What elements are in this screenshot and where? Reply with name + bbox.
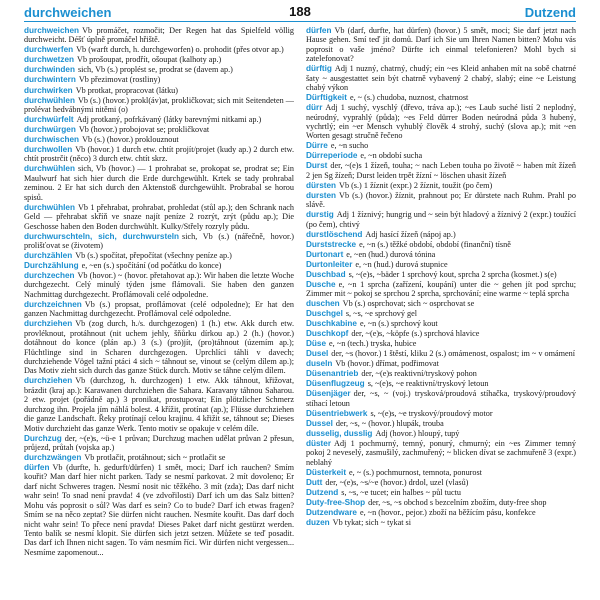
dictionary-entry	[306, 319, 576, 328]
entry-definition: Adj 1 pochmurný, temný, ponurý, chmurný; ein ~es Zimmer temný pokoj 2 neveselý, zasmušilý, zachmuřený; ~ blicken dívat se zachmuřeně 3 (expr.) neblahý	[306, 438, 576, 467]
entry-definition: Vb protkat, propracovat (látku)	[75, 85, 178, 95]
entry-headword: Dusel	[306, 349, 329, 359]
entry-definition: s, ~(e)s, ~e reaktivní/tryskový letoun	[367, 379, 489, 389]
entry-definition: e, ~ (s.) pochmurnost, temnota, ponurost	[349, 467, 482, 477]
dictionary-entry	[24, 271, 294, 299]
entry-definition: der, ~(e)s, ~s/~e (hovor.) drdol, uzel (vlasů)	[325, 477, 469, 487]
dictionary-entry	[24, 125, 294, 134]
dictionary-entry	[24, 145, 294, 164]
dictionary-entry	[306, 518, 576, 527]
dictionary-entry	[306, 230, 576, 239]
dictionary-entry	[306, 141, 576, 150]
dictionary-entry	[24, 434, 294, 453]
dictionary-entry	[24, 75, 294, 84]
dictionary-entry	[306, 309, 576, 318]
entry-headword: durchwühlen	[24, 95, 75, 105]
entry-headword: duschen	[306, 299, 340, 309]
entry-headword: durstig	[306, 210, 334, 220]
dictionary-entry	[306, 240, 576, 249]
entry-definition: Vb prošoupat, prodřít, ošoupat (kalhoty ap.)	[77, 55, 222, 65]
dictionary-entry	[24, 26, 294, 45]
dictionary-entry	[306, 64, 576, 92]
entry-definition: Vb (darf, durfte, hat dürfen) (hovor.) 5 smět, moci; Sie darf jetzt nach Hause gehen. Smí teď jít domů. Darf ich Sie um Ihren Namen bitten? Mohu vás poprosit o vaše jméno? Dürfte ich einmal telefonieren? Mohl bych si zatelefonovat?	[306, 26, 576, 64]
dictionary-entry	[306, 478, 576, 487]
entry-headword: durchwühlen	[24, 202, 75, 212]
dictionary-entry	[306, 270, 576, 279]
entry-headword: dürsten	[306, 180, 337, 190]
entry-definition: e, ~n sucho	[330, 141, 369, 151]
entry-definition: e, ~n 1 sprcha (zařízení, koupání) unter die ~ gehen jít pod sprchu; Zimmer mit ~ pokoj se sprchou 2 sprcha, sprchování; eine warme ~ teplá sprcha	[306, 279, 576, 299]
dictionary-entry	[306, 439, 576, 467]
entry-headword: Düsentriebwerk	[306, 408, 368, 418]
entry-headword: durchzechen	[24, 271, 75, 281]
entry-headword: duzen	[306, 517, 330, 527]
entry-definition: e, ~en (hud.) durová tónina	[346, 249, 436, 259]
dictionary-entry	[306, 299, 576, 308]
entry-headword: durchwirken	[24, 85, 73, 95]
entry-definition: sich, Vb (s.) proplést se, prodrat se (davem ap.)	[77, 65, 233, 75]
left-running-headword: durchweichen	[24, 5, 112, 20]
entry-headword: Durststrecke	[306, 239, 357, 249]
entry-headword: Duty-free-Shop	[306, 497, 366, 507]
entry-headword: Dutzend	[306, 487, 339, 497]
entry-headword: Durtonleiter	[306, 259, 353, 269]
entry-definition: e, ~n (tech.) tryska, hubice	[329, 339, 417, 349]
entry-definition: e, ~n (s.) těžké období, období (finanční) tísně	[359, 239, 511, 249]
entry-definition: Vb (s.) 1 žíznit (expr.) 2 žíznit, toužit (po čem)	[339, 180, 493, 190]
entry-definition: Vb (s.) (hovor.) prokl(áv)at, prokličkovat; sich mit Seitendeten — prolévat hedvábnými nitěmi (o)	[24, 95, 294, 114]
page-number: 188	[289, 4, 311, 19]
entry-headword: Dürre	[306, 141, 328, 151]
entry-headword: durchwerfen	[24, 45, 74, 55]
entry-headword: Düsenflugzeug	[306, 379, 365, 389]
dictionary-entry	[306, 468, 576, 477]
entry-definition: Adj hasící žízeň (nápoj ap.)	[365, 229, 456, 239]
entry-definition: der, ~s, ~ (hovor.) hlupák, trouba	[335, 418, 444, 428]
entry-definition: der, ~(e)s, ~ü-e 1 průvan; Durchzug machen udělat průvan 2 přesun, průjezd, průtah (vojska ap.)	[24, 433, 294, 453]
entry-headword: durchwühlen	[24, 164, 75, 174]
entry-headword: Duschbad	[306, 269, 346, 279]
entry-headword: Durchzählung	[24, 261, 79, 271]
entry-headword: durchziehen	[24, 376, 73, 386]
entry-headword: Düsterkeit	[306, 467, 347, 477]
entry-definition: Vb (hovor.) 1 durch etw. chtít projít/projet (kudy ap.) 2 durch etw. chtít prostrčit (něco) 3 durch etw. chtít skrz.	[24, 145, 294, 164]
entry-headword: durchwintern	[24, 75, 76, 85]
dictionary-entry	[24, 55, 294, 64]
dictionary-entry	[24, 115, 294, 124]
entry-headword: Düsenantrieb	[306, 369, 359, 379]
entry-definition: s, ~(e)s, ~bäder 1 sprchový kout, sprcha 2 sprcha (kosmet.) s(e)	[348, 269, 557, 279]
entry-definition: der, ~(e)s reaktivní/tryskový pohon	[361, 369, 477, 379]
entry-headword: Durst	[306, 161, 328, 171]
dictionary-entry	[306, 191, 576, 210]
dictionary-entry	[306, 250, 576, 259]
entry-definition: Vb (s.) (hovor.) žíznit, prahnout po; Er dürstete nach Ruhm. Prahl po slávě.	[306, 190, 576, 210]
dictionary-entry	[24, 463, 294, 557]
entry-headword: durchzeichnen	[24, 299, 82, 309]
left-column	[24, 26, 294, 592]
entry-definition: Vb (durchzog, h. durchzogen) 1 etw. Akk táhnout, křižovat, brázdit (kraj ap.): Karawanen durchziehen die Sahara. Karavany táhnou Saharou. 2 etw. projet (pořádně ap.) 3 pronikat, prostupovat; Ein plötzlicher Schmerz durchzog ihn. Projela jím náhlá bolest. 4 křížit, protínat (ap.); Flüsse durchziehen die ganze Landschaft. Řeky protínají celou krajinu. 4 křižit se, táhnout se; Dieses Motiv durchzieht das ganze Werk. Tento motiv se opakuje v celém díle.	[24, 376, 294, 433]
entry-headword: durchwischen	[24, 134, 80, 144]
entry-definition: sich, Vb (hovor.) — 1 prohrabat se, prokopat se, prodrat se; Ein Maulwurf hat sich hier durch die Erde durchgewühlt. Krtek se tady prohrabal zeminou. 2 Er hat sich durch den Aktenstoß durchgewühlt. Probrabal se horou spisů.	[24, 164, 294, 202]
entry-headword: dürfen	[24, 463, 50, 473]
dictionary-entry	[306, 280, 576, 299]
dictionary-entry	[306, 409, 576, 418]
entry-headword: Düse	[306, 339, 327, 349]
entry-definition: Vb (s.) propsat, proflámovat (celé odpoledne); Er hat den ganzen Nachmittag durchgezecht. Proflámoval celé odpoledne.	[24, 299, 294, 319]
dictionary-entry	[306, 349, 576, 358]
entry-headword: durstlöschend	[306, 229, 363, 239]
entry-definition: der, ~(e)s 1 žízeň, touha; ~ nach Leben touha po životě ~ haben mít žízeň 2 jen Sg žízeň; Durst leiden trpět žízní ~ löschen uhasit žízeň	[306, 161, 576, 180]
entry-definition: Vb (s.) (hovor.) proklouznout	[82, 134, 179, 144]
entry-headword: Dutzendware	[306, 507, 357, 517]
dictionary-entry	[306, 210, 576, 229]
dictionary-entry	[24, 319, 294, 376]
dictionary-entry	[306, 339, 576, 348]
entry-definition: sich, Vb (s.) (nářečně, hovor.) prolišťovat se (životem)	[24, 231, 294, 250]
entry-definition: Vb protlačit, protáhnout; sich ~ protlačit se	[84, 453, 226, 463]
entry-definition: s, ~s, ~e sprchový gel	[345, 309, 418, 319]
entry-headword: durchzwängen	[24, 453, 82, 463]
dictionary-entry	[306, 151, 576, 160]
entry-definition: Adj protkaný, pofrkávaný (látky barevnými nitkami ap.)	[76, 114, 262, 124]
entry-definition: Vb 1 přehrabat, prohrabat, prohledat (stůl ap.); den Schrank nach Geld — přehrabat skříň ve snaze najít peníze 2 rozrýt, zrýt (půdu ap.); Die Geschosse haben den Boden durchwühlt. Kulky/Střely rozryly půdu.	[24, 202, 294, 231]
entry-definition: Adj 1 žíznivý; hungrig und ~ sein být hladový a žíznivý 2 (expr.) toužící (po čem), chtivý	[306, 210, 576, 229]
dictionary-entry	[24, 203, 294, 231]
page-header	[0, 0, 600, 22]
dictionary-entry	[24, 453, 294, 462]
dictionary-entry	[306, 26, 576, 64]
entry-headword: dürr	[306, 103, 323, 113]
entry-definition: Vb promáčet, rozmočit; Der Regen hat das Spielfeld völlig durchweicht. Déšť úplně promáčel hřiště.	[24, 26, 294, 45]
entry-headword: durchwürfelt	[24, 114, 74, 124]
entry-definition: e, ~n (s.) sprchový kout	[359, 319, 438, 329]
entry-definition: Adj 1 suchý, vyschlý (dřevo, tráva ap.); ~es Laub suché listí 2 neplodný, neúrodný, vyprahlý (půda); ~es Feld dürrer Boden neúrodná půda 3 hubený, vychrtlý; ein ~er Mensch vyhublý člověk 4 strohý, suchý (slova ap.); mit ~en Worten gesagt stručně řečeno	[306, 103, 576, 141]
entry-headword: dursten	[306, 190, 337, 200]
entry-definition: der, ~(e)s, ~köpfe (s.) sprchová hlavice	[351, 329, 480, 339]
entry-definition: Vb tykat; sich ~ tykat si	[332, 517, 411, 527]
dictionary-entry	[306, 389, 576, 408]
entry-headword: düster	[306, 438, 332, 448]
entry-definition: Vb (zog durch, h./s. durchgezogen) 1 (h.) etw. Akk durch etw. provléknout, protáhnout (nit uchem jehly, šňůrku dírkou ap.) 2 (h.) (hovor.) dotáhnout do konce (plán ap.) 3 (s.) (pro)jít, (pro)táhnout (územím ap.); Flüchtlinge sind in Scharen durchgezogen. Uprchlíci táhli v davech; durchziehende Vögel tažní ptáci 4 sich ~ táhnout se, vinout se (celým dílem ap.); Das Motiv zieht sich durch das ganze Stück durch. Motiv se táhne celým dílem.	[24, 319, 294, 376]
entry-headword: Dutt	[306, 477, 323, 487]
entry-headword: dürfen	[306, 26, 332, 35]
right-running-headword: Dutzend	[524, 5, 576, 20]
entry-definition: e, ~n (hud.) durová stupnice	[355, 259, 448, 269]
dictionary-entry	[306, 103, 576, 141]
dictionary-entry	[24, 45, 294, 54]
entry-headword: durchwinden	[24, 65, 75, 75]
right-column	[306, 26, 576, 592]
entry-headword: durchzählen	[24, 251, 73, 261]
dictionary-entry	[24, 232, 294, 251]
entry-headword: durchweichen	[24, 26, 80, 35]
dictionary-entry	[306, 498, 576, 507]
dictionary-entry	[306, 379, 576, 388]
dictionary-entry	[306, 429, 576, 438]
entry-headword: Duschkopf	[306, 329, 349, 339]
entry-definition: Vb (hovor.) dřímat, podřimovat	[335, 359, 439, 369]
dictionary-entry	[24, 135, 294, 144]
entry-definition: Vb (s.) spočítat, přepočítat (všechny peníze ap.)	[75, 251, 232, 261]
entry-definition: Vb přezimovat (rostliny)	[78, 75, 161, 85]
dictionary-entry	[306, 359, 576, 368]
dictionary-entry	[306, 508, 576, 517]
entry-headword: dusselig, dusslig	[306, 428, 373, 438]
entry-definition: s, ~(e)s, ~e tryskový/proudový motor	[370, 408, 493, 418]
entry-headword: Duschkabine	[306, 319, 357, 329]
dictionary-entry	[306, 419, 576, 428]
dictionary-entry	[24, 86, 294, 95]
dictionary-entry	[306, 260, 576, 269]
entry-headword: Düsenjäger	[306, 389, 351, 399]
dictionary-entry	[24, 261, 294, 270]
entry-headword: dürftig	[306, 64, 332, 74]
entry-headword: Durtonart	[306, 249, 344, 259]
entry-headword: durchwollen	[24, 145, 73, 154]
header-rule	[24, 21, 576, 22]
entry-headword: Dürftigkeit	[306, 93, 347, 103]
entry-definition: Adj 1 nuzný, chatrný, chudý; ein ~es Kleid anhaben mít na sobě chatrné šaty ~ ausgestattet sein být chatrně vybavený 2 chabý, slabý; eine ~e Leistung chabý výkon	[306, 64, 576, 93]
dictionary-entry	[306, 329, 576, 338]
entry-headword: Dürreperiode	[306, 151, 358, 161]
entry-headword: durchwetzen	[24, 55, 75, 65]
entry-headword: durchwürgen	[24, 124, 76, 134]
entry-definition: e, ~n (hovor., pejor.) zboží na běžícím pásu, konfekce	[359, 507, 536, 517]
entry-definition: Vb (durfte, h. gedurft/dürfen) 1 smět, moci; Darf ich rauchen? Smím kouřit? Man darf hier nicht parken. Tady se nesmí parkovat. 2 mít dovoleno; Er darf nicht Schweres tragen. Nesmí nosit nic těžkého. 3 mít (zda); Das darf nicht wahr sein! To snad není pravda! 4 (ve zdvořilosti) Darf ich um das Salz bitten? Mohu vás poprosit o sůl? Was darf es sein? Co to bude? Darf ich etwas fragen? Smím se na něco zeptat? Sie dürfen nicht rauchen. Nesmíte kouřit. Das darf doch nicht wahr sein! To přece není pravda! Dieses Paket darf nicht gestürzt werden. Tento balík se nesmí klopit. Sie dürfen sich jetzt setzen. Můžete se teď posadit. Das darf ich Ihnen nicht sagen. To vám nesmím říci. Wir dürfen nicht vergessen... Nesmíme zapomenout...	[24, 463, 294, 557]
entry-definition: e, ~ (s.) chudoba, nuznost, chatrnost	[349, 93, 469, 103]
dictionary-entry	[24, 96, 294, 115]
entry-definition: e, ~en (s.) spočítání (od počátku do konce)	[81, 261, 222, 271]
entry-headword: Dusche	[306, 279, 336, 289]
entry-definition: der, ~s, ~ (voj.) trysková/proudová stíhačka, tryskový/proudový stíhací letoun	[306, 389, 576, 408]
dictionary-entry	[24, 251, 294, 260]
dictionary-entry	[306, 161, 576, 180]
entry-definition: Vb (hovor.) ~ (hovor. přetahovat ap.): Wir haben die letzte Woche durchgezecht. Celý minulý týden jsme flámovali. Sie haben den ganzen Nachmittag durchgezecht. Proflámovali celé odpoledne.	[24, 271, 294, 299]
entry-headword: durchwurschteln, sich, durchwursteln	[24, 231, 180, 241]
entry-headword: Durchzug	[24, 433, 62, 443]
entry-headword: Dussel	[306, 418, 333, 428]
dictionary-entry	[306, 488, 576, 497]
entry-definition: der, ~s, ~s obchod s bezcelním zbožím, duty-free shop	[368, 497, 547, 507]
entry-headword: Duschgel	[306, 309, 343, 319]
dictionary-entry	[24, 65, 294, 74]
dictionary-entry	[306, 93, 576, 102]
entry-headword: duseln	[306, 359, 333, 369]
entry-definition: Vb (hovor.) probojovat se; prokličkovat	[78, 124, 210, 134]
dictionary-entry	[306, 369, 576, 378]
dictionary-entry	[24, 300, 294, 319]
dictionary-entry	[306, 181, 576, 190]
dictionary-entry	[24, 376, 294, 433]
entry-definition: der, ~s (hovor.) 1 štěstí, kliku 2 (s.) omámenost, ospalost; im ~ v omámení	[331, 349, 575, 359]
dictionary-entry	[24, 164, 294, 202]
entry-definition: Adj (hovor.) hloupý, tupý	[375, 428, 460, 438]
entry-definition: Vb (warft durch, h. durchgeworfen) o. prohodit (přes otvor ap.)	[76, 45, 284, 55]
entry-definition: s, ~s, ~e tucet; ein halbes ~ půl tuctu	[341, 487, 461, 497]
entry-definition: Vb (s.) osprchovat; sich ~ osprchovat se	[342, 299, 475, 309]
entry-headword: durchziehen	[24, 319, 73, 329]
entry-definition: e, ~n období sucha	[360, 151, 423, 161]
